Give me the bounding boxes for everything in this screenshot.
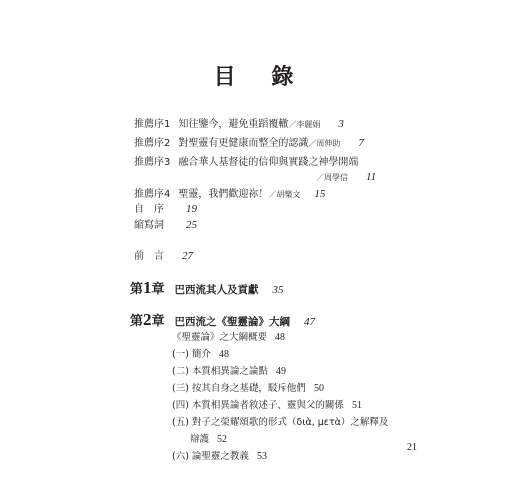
chapter-page: 47 bbox=[304, 316, 316, 328]
entry-text: 知往鑒今，避免重蹈覆轍 bbox=[178, 119, 289, 130]
section-text: (一) 簡介 bbox=[172, 349, 211, 360]
toc-section bbox=[172, 415, 388, 430]
entry-text: 融合華人基督徒的信仰與實踐之神學開端 bbox=[178, 157, 359, 168]
entry-page: 11 bbox=[366, 171, 377, 183]
section-page: 53 bbox=[256, 451, 267, 462]
section-page: 51 bbox=[351, 400, 362, 411]
toc-entry-abbreviations bbox=[134, 218, 197, 233]
toc-section bbox=[172, 398, 362, 413]
section-page: 48 bbox=[218, 349, 229, 360]
section-text: (二) 本質相異論之論點 bbox=[172, 366, 268, 377]
chapter-page: 35 bbox=[272, 284, 284, 296]
book-page bbox=[86, 0, 435, 500]
chapter-prefix: 第 bbox=[130, 281, 144, 296]
entry-author: ／周伸助 bbox=[308, 139, 341, 148]
toc-section-continuation bbox=[190, 432, 227, 447]
section-text: 《聖靈論》之大綱概要 bbox=[172, 332, 268, 343]
toc-chapter-1 bbox=[130, 278, 284, 300]
entry-page: 3 bbox=[338, 118, 344, 130]
entry-label: 前 言 bbox=[134, 251, 164, 262]
toc-entry-preface-2 bbox=[134, 136, 364, 151]
entry-author: ／李麗娟 bbox=[288, 120, 321, 129]
chapter-number: 1 bbox=[143, 278, 152, 297]
entry-page: 19 bbox=[186, 203, 197, 215]
entry-label: 推薦序4 bbox=[134, 189, 171, 200]
toc-entry-foreword bbox=[134, 249, 193, 264]
section-page: 49 bbox=[275, 366, 286, 377]
chapter-suffix: 章 bbox=[151, 281, 165, 296]
toc-entry-preface-4 bbox=[134, 187, 325, 202]
entry-label: 推薦序2 bbox=[134, 138, 171, 149]
entry-text: 聖靈，我們歡迎祢！ bbox=[178, 189, 269, 200]
page-number: 21 bbox=[407, 442, 417, 453]
entry-label: 推薦序1 bbox=[134, 119, 171, 130]
entry-label: 自 序 bbox=[134, 204, 164, 215]
toc-entry-preface-3-author-line bbox=[316, 170, 376, 185]
toc-section bbox=[172, 449, 267, 464]
chapter-prefix: 第 bbox=[130, 313, 144, 328]
toc-section bbox=[172, 347, 229, 362]
page-title: 目 錄 bbox=[213, 65, 308, 90]
entry-label: 推薦序3 bbox=[134, 157, 171, 168]
section-page: 48 bbox=[275, 332, 286, 343]
entry-author: ／胡樂文 bbox=[268, 190, 301, 199]
toc-section bbox=[172, 381, 324, 396]
chapter-title: 巴西流之《聖靈論》大綱 bbox=[174, 316, 291, 328]
toc-section bbox=[172, 364, 286, 379]
section-text: (五) 對子之榮耀頌歌的形式（διὰ, μετὰ）之解釋及 bbox=[172, 417, 389, 428]
toc-section bbox=[172, 330, 285, 345]
entry-page: 7 bbox=[358, 137, 364, 149]
section-page: 52 bbox=[217, 434, 228, 445]
entry-author: ／周學信 bbox=[316, 173, 348, 182]
section-text: (六) 論聖靈之教義 bbox=[172, 451, 249, 462]
entry-text: 對聖靈有更健康而整全的認識 bbox=[178, 138, 309, 149]
section-page: 50 bbox=[313, 383, 324, 394]
entry-page: 27 bbox=[182, 250, 193, 262]
chapter-number: 2 bbox=[143, 310, 152, 329]
entry-page: 15 bbox=[314, 188, 326, 200]
entry-page: 25 bbox=[186, 219, 197, 231]
section-text: 辯護 bbox=[190, 434, 210, 445]
chapter-suffix: 章 bbox=[151, 313, 165, 328]
toc-entry-preface-3 bbox=[134, 155, 358, 170]
section-text: (三) 按其自身之基礎，駁斥他們 bbox=[172, 383, 306, 394]
chapter-title: 巴西流其人及貢獻 bbox=[174, 284, 259, 296]
entry-label: 縮寫詞 bbox=[134, 220, 164, 231]
section-text: (四) 本質相異論者敘述子、靈與父的關係 bbox=[172, 400, 344, 411]
toc-chapter-2 bbox=[130, 310, 315, 332]
toc-entry-preface-author-note bbox=[134, 202, 197, 217]
toc-entry-preface-1 bbox=[134, 117, 344, 132]
